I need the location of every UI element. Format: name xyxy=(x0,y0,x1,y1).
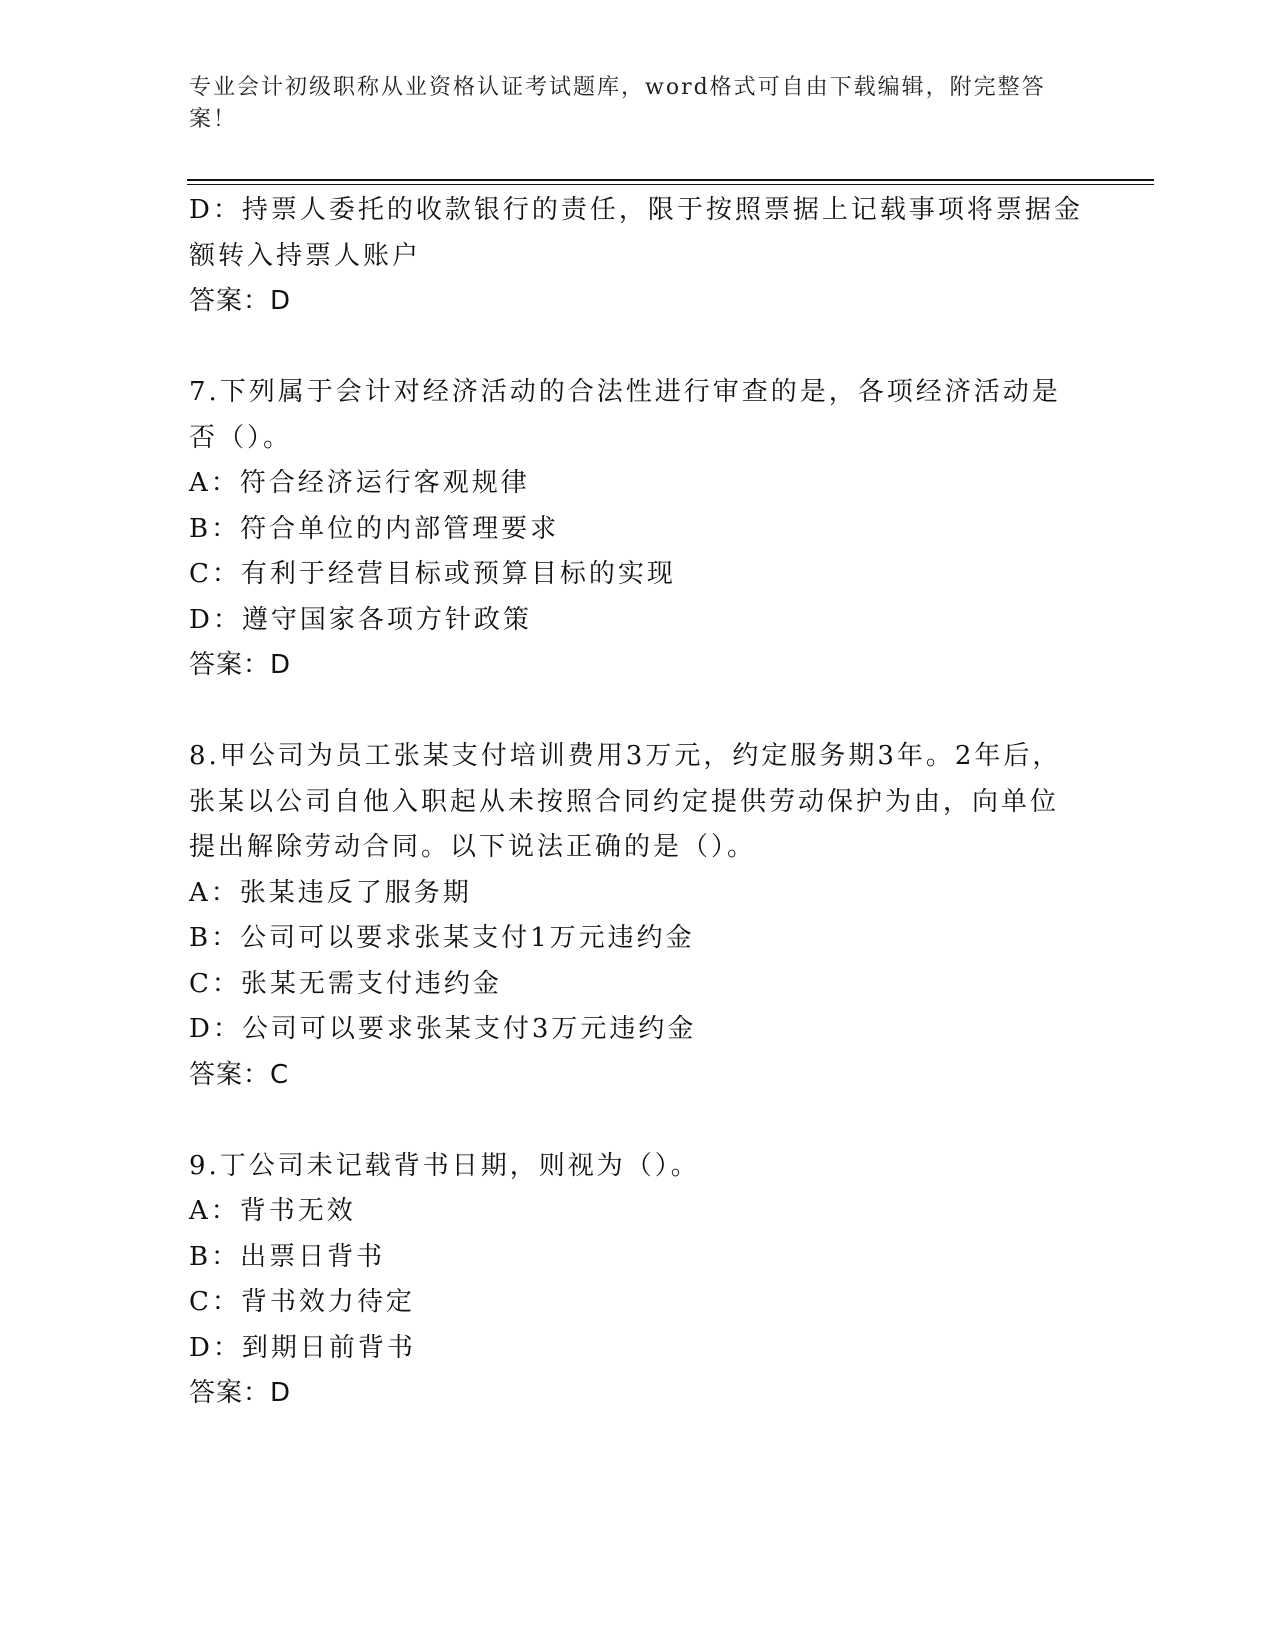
header-divider-thin xyxy=(187,184,1154,185)
question-7 xyxy=(189,370,1089,689)
question-stem-continued: 张某以公司自他入职起从未按照合同约定提供劳动保护为由，向单位 xyxy=(189,786,1060,817)
question-stem: 8.甲公司为员工张某支付培训费用3万元，约定服务期3年。2年后， xyxy=(189,741,1062,771)
option-b: B：出票日背书 xyxy=(189,1241,386,1272)
question-stem: 9.丁公司未记载背书日期，则视为（）。 xyxy=(189,1150,700,1181)
option-a: A：背书无效 xyxy=(189,1196,356,1226)
option-c: C：张某无需支付违约金 xyxy=(189,968,502,999)
option-c: C：背书效力待定 xyxy=(189,1287,415,1317)
answer: 答案：D xyxy=(189,286,292,316)
question-8 xyxy=(189,734,1089,1098)
option-d: D：公司可以要求张某支付3万元违约金 xyxy=(189,1014,697,1044)
question-content xyxy=(189,188,1089,1417)
option-a: A：符合经济运行客观规律 xyxy=(189,468,530,498)
option-d: D：到期日前背书 xyxy=(189,1332,416,1363)
option-d-continued: 额转入持票人账户 xyxy=(189,240,422,271)
spacer xyxy=(189,325,1089,371)
answer: 答案：D xyxy=(189,650,292,680)
question-stem-continued: 提出解除劳动合同。以下说法正确的是（）。 xyxy=(189,832,757,862)
answer: 答案：C xyxy=(189,1059,290,1090)
option-d: D：持票人委托的收款银行的责任，限于按照票据上记载事项将票据金 xyxy=(189,195,1083,225)
question-9 xyxy=(189,1144,1089,1417)
option-b: B：符合单位的内部管理要求 xyxy=(189,513,560,544)
option-a: A：张某违反了服务期 xyxy=(189,877,472,908)
question-stem: 7.下列属于会计对经济活动的合法性进行审查的是，各项经济活动是 xyxy=(189,377,1061,407)
option-d: D：遵守国家各项方针政策 xyxy=(189,604,532,635)
option-b: B：公司可以要求张某支付1万元违约金 xyxy=(189,923,695,953)
header-divider-thick xyxy=(187,179,1154,181)
spacer xyxy=(189,689,1089,735)
spacer xyxy=(189,1098,1089,1144)
question-stem-continued: 否（）。 xyxy=(189,422,293,453)
option-c: C：有利于经营目标或预算目标的实现 xyxy=(189,559,676,589)
page-header: 专业会计初级职称从业资格认证考试题库，word格式可自由下载编辑，附完整答案！ xyxy=(189,75,1046,132)
question-6-continued xyxy=(189,188,1089,325)
answer: 答案：D xyxy=(189,1378,292,1408)
